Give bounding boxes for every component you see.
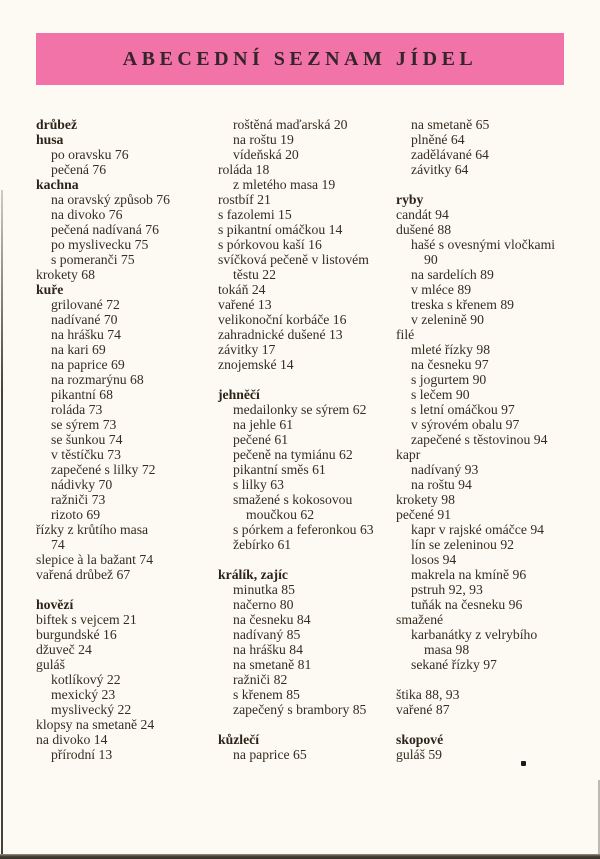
index-entry: z mletého masa 19 <box>233 177 336 192</box>
index-entry: hašé s ovesnými vločkami <box>411 237 556 252</box>
ink-speck <box>521 761 526 766</box>
index-entry: myslivecký 22 <box>51 702 132 717</box>
blank-line <box>218 717 394 732</box>
blank-line <box>396 672 586 687</box>
index-entry: kotlíkový 22 <box>51 672 121 687</box>
index-entry: s fazolemi 15 <box>218 207 292 222</box>
blank-line <box>218 372 394 387</box>
index-entry: po oravsku 76 <box>51 147 129 162</box>
index-entry: mexický 23 <box>51 687 116 702</box>
index-entry: s letní omáčkou 97 <box>411 402 515 417</box>
index-entry: moučkou 62 <box>246 507 315 522</box>
index-entry: masa 98 <box>424 642 470 657</box>
index-entry: s lilky 63 <box>233 477 284 492</box>
index-entry: džuveč 24 <box>36 642 92 657</box>
index-entry: smažené s kokosovou <box>233 492 353 507</box>
index-entry: pečená nadívaná 76 <box>51 222 159 237</box>
index-entry: pečené 91 <box>396 507 452 522</box>
index-entry: zapečené s lilky 72 <box>51 462 156 477</box>
index-entry: pikantní směs 61 <box>233 462 326 477</box>
index-entry: na divoko 14 <box>36 732 108 747</box>
index-entry: krokety 68 <box>36 267 95 282</box>
index-entry: kůzlečí <box>218 732 260 747</box>
index-entry: 74 <box>51 537 65 552</box>
index-entry: řízky z krůtího masa <box>36 522 149 537</box>
index-entry: nadívaný 85 <box>233 627 301 642</box>
index-entry: slepice à la bažant 74 <box>36 552 154 567</box>
index-entry: kapr <box>396 447 421 462</box>
index-entry: plněné 64 <box>411 132 465 147</box>
index-entry: medailonky se sýrem 62 <box>233 402 367 417</box>
index-entry: vařené 13 <box>218 297 272 312</box>
index-entry: na roštu 19 <box>233 132 294 147</box>
index-entry: se sýrem 73 <box>51 417 117 432</box>
index-entry: s jogurtem 90 <box>411 372 487 387</box>
index-entry: roštěná maďarská 20 <box>233 117 348 132</box>
index-entry: zapečený s brambory 85 <box>233 702 367 717</box>
index-entry: ražniči 82 <box>233 672 288 687</box>
blank-line <box>396 717 586 732</box>
index-entry: s lečem 90 <box>411 387 470 402</box>
index-entry: znojemské 14 <box>218 357 294 372</box>
index-entry: burgundské 16 <box>36 627 117 642</box>
index-entry: závitky 64 <box>411 162 469 177</box>
index-entry: na paprice 65 <box>233 747 307 762</box>
index-entry: v těstíčku 73 <box>51 447 121 462</box>
index-entry: velikonoční korbáče 16 <box>218 312 347 327</box>
index-entry: zahradnické dušené 13 <box>218 327 343 342</box>
page-edge-left <box>1 190 3 859</box>
index-entry: se šunkou 74 <box>51 432 123 447</box>
index-entry: nádivky 70 <box>51 477 113 492</box>
index-entry: biftek s vejcem 21 <box>36 612 137 627</box>
index-entry: na česneku 84 <box>233 612 311 627</box>
index-entry: svíčková pečeně v listovém <box>218 252 369 267</box>
index-entry: pikantní 68 <box>51 387 113 402</box>
page-edge-bottom <box>0 854 600 859</box>
index-entry: na hrášku 84 <box>233 642 303 657</box>
page-title: ABECEDNÍ SEZNAM JÍDEL <box>122 47 478 70</box>
index-entry: na rozmarýnu 68 <box>51 372 144 387</box>
index-entry: zadělávané 64 <box>411 147 489 162</box>
index-entry: štika 88, 93 <box>396 687 460 702</box>
index-entry: pečená 76 <box>51 162 107 177</box>
index-entry: candát 94 <box>396 207 449 222</box>
index-entry: kapr v rajské omáčce 94 <box>411 522 545 537</box>
index-entry: králík, zajíc <box>218 567 288 582</box>
index-entry: s pórkem a feferonkou 63 <box>233 522 374 537</box>
index-entry: na oravský způsob 76 <box>51 192 170 207</box>
index-entry: roláda 73 <box>51 402 103 417</box>
index-entry: v mléce 89 <box>411 282 472 297</box>
index-entry: na sardelích 89 <box>411 267 494 282</box>
index-entry: přírodní 13 <box>51 747 113 762</box>
index-column-2 <box>218 117 394 762</box>
index-column-3 <box>396 117 586 762</box>
index-entry: tokáň 24 <box>218 282 266 297</box>
index-entry: husa <box>36 132 64 147</box>
index-entry: jehněčí <box>218 387 260 402</box>
index-entry: makrela na kmíně 96 <box>411 567 527 582</box>
index-entry: minutka 85 <box>233 582 295 597</box>
index-entry: pečeně na tymiánu 62 <box>233 447 353 462</box>
index-entry: rostbíf 21 <box>218 192 271 207</box>
index-entry: guláš 59 <box>396 747 443 762</box>
index-entry: závitky 17 <box>218 342 276 357</box>
index-entry: mleté řízky 98 <box>411 342 491 357</box>
index-entry: skopové <box>396 732 444 747</box>
index-entry: na paprice 69 <box>51 357 125 372</box>
index-entry: grilované 72 <box>51 297 120 312</box>
index-entry: nadívaný 93 <box>411 462 479 477</box>
index-entry: v zelenině 90 <box>411 312 484 327</box>
index-entry: s pomeranči 75 <box>51 252 135 267</box>
index-entry: na česneku 97 <box>411 357 489 372</box>
index-entry: vařené 87 <box>396 702 450 717</box>
index-entry: sekané řízky 97 <box>411 657 497 672</box>
index-entry: pečené 61 <box>233 432 289 447</box>
index-column-1 <box>36 117 212 762</box>
index-entry: žebírko 61 <box>233 537 292 552</box>
index-entry: tuňák na česneku 96 <box>411 597 523 612</box>
index-entry: hovězí <box>36 597 74 612</box>
index-entry: načerno 80 <box>233 597 294 612</box>
index-entry: rizoto 69 <box>51 507 101 522</box>
index-entry: s pórkovou kaší 16 <box>218 237 322 252</box>
index-entry: lín se zeleninou 92 <box>411 537 515 552</box>
index-entry: na smetaně 81 <box>233 657 312 672</box>
blank-line <box>396 177 586 192</box>
index-entry: kuře <box>36 282 64 297</box>
index-entry: na smetaně 65 <box>411 117 490 132</box>
index-entry: filé <box>396 327 415 342</box>
index-entry: guláš <box>36 657 65 672</box>
index-entry: na jehle 61 <box>233 417 294 432</box>
index-entry: ryby <box>396 192 424 207</box>
index-entry: smažené <box>396 612 444 627</box>
index-entry: na kari 69 <box>51 342 106 357</box>
index-entry: dušené 88 <box>396 222 452 237</box>
index-entry: s pikantní omáčkou 14 <box>218 222 343 237</box>
blank-line <box>218 552 394 567</box>
index-entry: klopsy na smetaně 24 <box>36 717 155 732</box>
index-entry: těstu 22 <box>233 267 276 282</box>
index-entry: vařená drůbež 67 <box>36 567 131 582</box>
index-entry: na divoko 76 <box>51 207 123 222</box>
index-entry: krokety 98 <box>396 492 455 507</box>
index-entry: karbanátky z velrybího <box>411 627 538 642</box>
index-entry: vídeňská 20 <box>233 147 299 162</box>
index-entry: v sýrovém obalu 97 <box>411 417 520 432</box>
index-entry: po myslivecku 75 <box>51 237 149 252</box>
index-entry: kachna <box>36 177 79 192</box>
blank-line <box>36 582 212 597</box>
title-banner <box>36 33 564 85</box>
index-entry: roláda 18 <box>218 162 270 177</box>
index-entry: treska s křenem 89 <box>411 297 515 312</box>
index-entry: losos 94 <box>411 552 457 567</box>
index-entry: na roštu 94 <box>411 477 472 492</box>
index-entry: s křenem 85 <box>233 687 300 702</box>
index-entry: zapečené s těstovinou 94 <box>411 432 548 447</box>
index-entry: na hrášku 74 <box>51 327 121 342</box>
index-entry: drůbež <box>36 117 78 132</box>
index-entry: ražniči 73 <box>51 492 106 507</box>
index-entry: 90 <box>424 252 438 267</box>
index-entry: nadívané 70 <box>51 312 118 327</box>
index-entry: pstruh 92, 93 <box>411 582 483 597</box>
